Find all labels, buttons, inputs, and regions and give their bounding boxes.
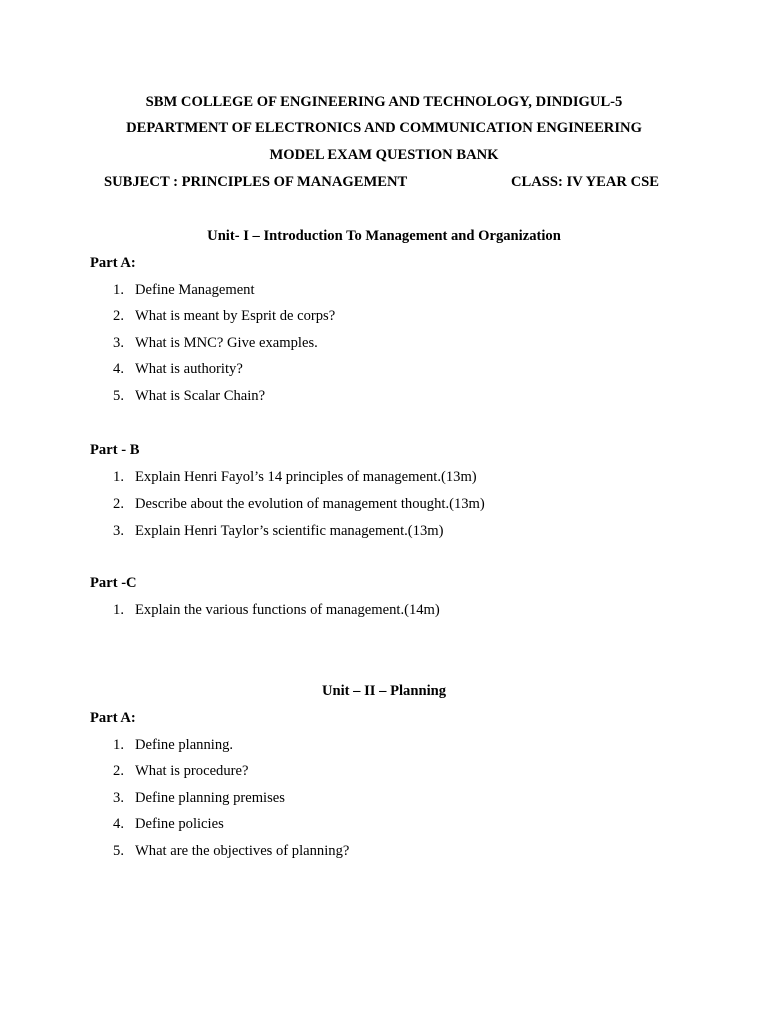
question-item xyxy=(0,281,768,299)
exam-title: MODEL EXAM QUESTION BANK xyxy=(269,147,499,163)
unit-1-part-b-label: Part - B xyxy=(90,442,140,458)
question-number: 2. xyxy=(113,496,124,512)
unit-2-title: Unit – II – Planning xyxy=(321,683,447,699)
question-text: What is authority? xyxy=(135,361,243,377)
question-number: 4. xyxy=(113,361,124,377)
question-text: Explain Henri Taylor’s scientific management.(13m) xyxy=(135,523,444,539)
unit-1-title: Unit- I – Introduction To Management and Organization xyxy=(207,228,561,244)
question-text: Define planning. xyxy=(135,737,234,753)
question-number: 3. xyxy=(113,523,124,539)
question-item xyxy=(0,601,768,619)
question-text: Describe about the evolution of management thought.(13m) xyxy=(135,496,485,512)
question-number: 4. xyxy=(113,816,124,832)
question-item xyxy=(0,495,768,513)
question-text: Explain the various functions of management.(14m) xyxy=(135,602,440,618)
question-number: 2. xyxy=(113,763,124,779)
question-number: 1. xyxy=(113,737,124,753)
question-item xyxy=(0,387,768,405)
question-number: 3. xyxy=(113,335,124,351)
question-number: 1. xyxy=(113,469,124,485)
question-text: What is procedure? xyxy=(135,763,249,779)
question-text: What is MNC? Give examples. xyxy=(135,335,318,351)
department-name: DEPARTMENT OF ELECTRONICS AND COMMUNICATION ENGINEERING xyxy=(126,120,642,136)
question-item xyxy=(0,736,768,754)
question-number: 5. xyxy=(113,388,124,404)
question-item xyxy=(0,789,768,807)
question-item xyxy=(0,307,768,325)
question-item xyxy=(0,815,768,833)
question-item xyxy=(0,522,768,540)
question-text: What is meant by Esprit de corps? xyxy=(135,308,336,324)
question-number: 1. xyxy=(113,602,124,618)
question-text: What are the objectives of planning? xyxy=(135,843,350,859)
question-text: Define planning premises xyxy=(135,790,285,806)
unit-1-part-c-label: Part -C xyxy=(90,575,137,591)
unit-2-part-a-label: Part A: xyxy=(90,710,136,726)
question-number: 5. xyxy=(113,843,124,859)
question-number: 3. xyxy=(113,790,124,806)
class-line: CLASS: IV YEAR CSE xyxy=(511,174,660,190)
question-item xyxy=(0,468,768,486)
question-item xyxy=(0,334,768,352)
unit-1-part-a-label: Part A: xyxy=(90,255,136,271)
question-text: Explain Henri Fayol’s 14 principles of management.(13m) xyxy=(135,469,477,485)
college-name: SBM COLLEGE OF ENGINEERING AND TECHNOLOGY, DINDIGUL-5 xyxy=(145,94,623,110)
question-item xyxy=(0,360,768,378)
question-text: Define policies xyxy=(135,816,224,832)
question-text: What is Scalar Chain? xyxy=(135,388,266,404)
subject-line: SUBJECT : PRINCIPLES OF MANAGEMENT xyxy=(104,174,408,190)
question-text: Define Management xyxy=(135,282,255,298)
question-item xyxy=(0,762,768,780)
question-item xyxy=(0,842,768,860)
question-number: 1. xyxy=(113,282,124,298)
question-number: 2. xyxy=(113,308,124,324)
